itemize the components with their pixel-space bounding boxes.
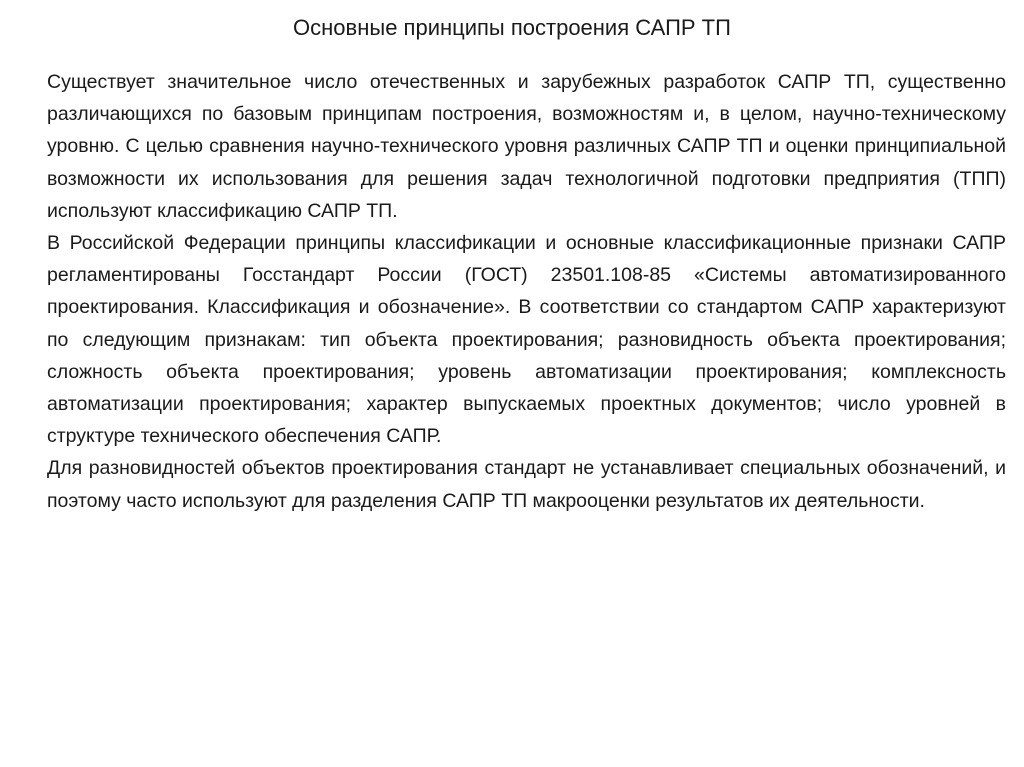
paragraph-overview: Существует значительное число отечественных и зарубежных разработок САПР ТП, существенно различающихся по базовым принципам построения, возможностям и, в целом, научно-техническому уровню. С целью сравнения научно-технического уровня различных САПР ТП и оценки принципиальной возможности их использования для решения задач технологичной подготовки предприятия (ТПП) используют классификацию САПР ТП. bbox=[47, 71, 1006, 222]
paragraph-object-varieties: Для разновидностей объектов проектирования стандарт не устанавливает специальных обозначений, и поэтому часто используют для разделения САПР ТП макрооценки результатов их деятельности. bbox=[47, 457, 1006, 512]
slide-title: Основные принципы построения САПР ТП bbox=[293, 15, 731, 40]
paragraph-classification-standard: В Российской Федерации принципы классификации и основные классификационные признаки САПР регламентированы Госстандарт России (ГОСТ) 23501.108-85 «Системы автоматизированного проектирования. Классификация и обозначение». В соответствии со стандартом САПР характеризуют по следующим признакам: тип объекта проектирования; разновидность объекта проектирования; сложность объекта проектирования; уровень автоматизации проектирования; комплексность автоматизации проектирования; характер выпускаемых проектных документов; число уровней в структуре технического обеспечения САПР. bbox=[47, 232, 1006, 448]
slide-body bbox=[47, 66, 1006, 517]
